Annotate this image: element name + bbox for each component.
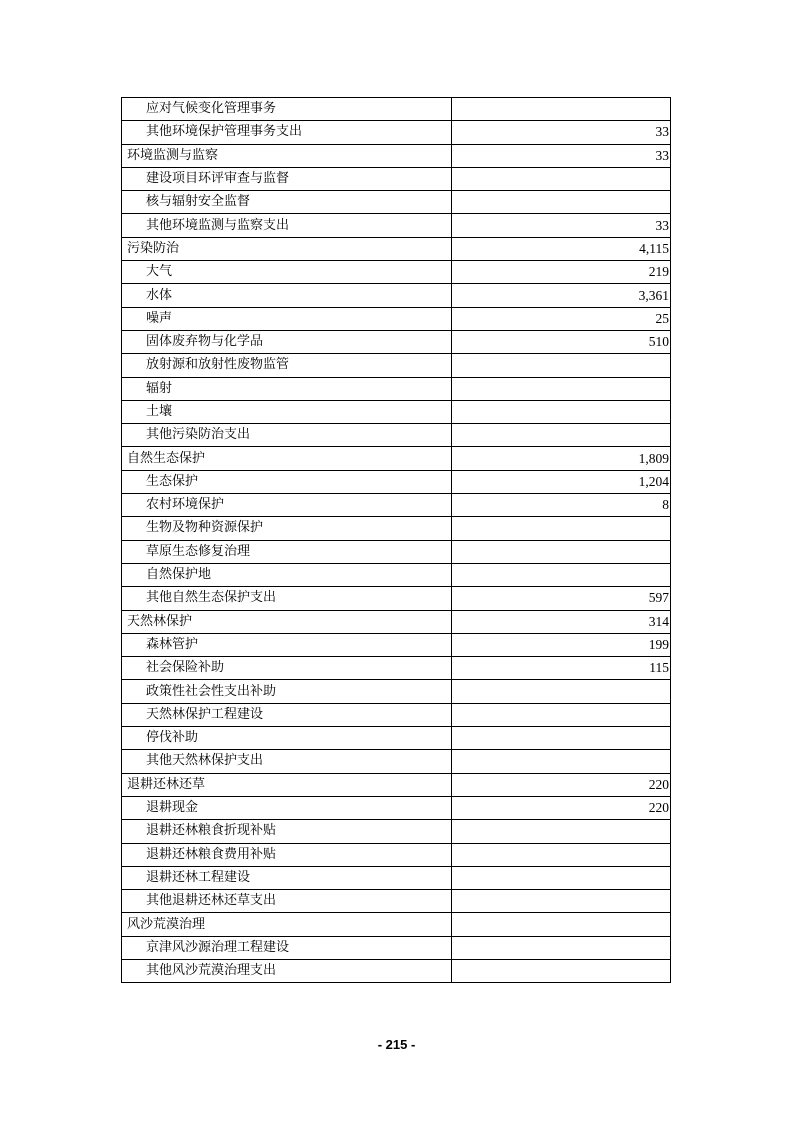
amount-cell: 33 [452, 214, 671, 237]
item-name-cell: 其他环境保护管理事务支出 [122, 121, 452, 144]
amount-cell: 33 [452, 121, 671, 144]
amount-cell: 199 [452, 633, 671, 656]
amount-cell [452, 377, 671, 400]
amount-cell [452, 680, 671, 703]
amount-cell [452, 843, 671, 866]
amount-cell [452, 890, 671, 913]
table-row [122, 587, 671, 610]
table-row [122, 517, 671, 540]
table-row [122, 377, 671, 400]
table-row [122, 680, 671, 703]
amount-cell: 25 [452, 307, 671, 330]
item-name-cell: 污染防治 [122, 237, 452, 260]
item-name-cell: 退耕还林工程建设 [122, 866, 452, 889]
item-name-cell: 辐射 [122, 377, 452, 400]
item-name-cell: 生态保护 [122, 470, 452, 493]
item-name-cell: 社会保险补助 [122, 657, 452, 680]
item-name-cell: 京津风沙源治理工程建设 [122, 936, 452, 959]
table-row [122, 470, 671, 493]
table-row [122, 610, 671, 633]
amount-cell: 597 [452, 587, 671, 610]
item-name-cell: 风沙荒漠治理 [122, 913, 452, 936]
item-name-cell: 建设项目环评审查与监督 [122, 167, 452, 190]
amount-cell [452, 913, 671, 936]
amount-cell [452, 563, 671, 586]
amount-cell: 8 [452, 494, 671, 517]
item-name-cell: 其他天然林保护支出 [122, 750, 452, 773]
table-row [122, 866, 671, 889]
table-row [122, 144, 671, 167]
item-name-cell: 其他自然生态保护支出 [122, 587, 452, 610]
amount-cell [452, 400, 671, 423]
item-name-cell: 其他风沙荒漠治理支出 [122, 959, 452, 982]
table-row [122, 284, 671, 307]
item-name-cell: 其他环境监测与监察支出 [122, 214, 452, 237]
table-row [122, 727, 671, 750]
item-name-cell: 退耕还林粮食费用补贴 [122, 843, 452, 866]
page-number: - 215 - [377, 1037, 416, 1052]
amount-cell: 510 [452, 330, 671, 353]
table-row [122, 773, 671, 796]
amount-cell [452, 727, 671, 750]
amount-cell [452, 866, 671, 889]
table-row [122, 237, 671, 260]
amount-cell [452, 167, 671, 190]
amount-cell: 219 [452, 261, 671, 284]
table-row [122, 890, 671, 913]
amount-cell [452, 936, 671, 959]
item-name-cell: 天然林保护工程建设 [122, 703, 452, 726]
table-row [122, 494, 671, 517]
amount-cell: 1,204 [452, 470, 671, 493]
item-name-cell: 退耕现金 [122, 796, 452, 819]
amount-cell: 314 [452, 610, 671, 633]
item-name-cell: 农村环境保护 [122, 494, 452, 517]
table-row [122, 959, 671, 982]
amount-cell: 220 [452, 773, 671, 796]
item-name-cell: 退耕还林粮食折现补贴 [122, 820, 452, 843]
item-name-cell: 生物及物种资源保护 [122, 517, 452, 540]
amount-cell: 1,809 [452, 447, 671, 470]
item-name-cell: 放射源和放射性废物监管 [122, 354, 452, 377]
table-row [122, 750, 671, 773]
amount-cell [452, 191, 671, 214]
item-name-cell: 水体 [122, 284, 452, 307]
table-row [122, 820, 671, 843]
table-row [122, 447, 671, 470]
amount-cell: 3,361 [452, 284, 671, 307]
amount-cell [452, 517, 671, 540]
amount-cell: 4,115 [452, 237, 671, 260]
table-row [122, 330, 671, 353]
table-row [122, 354, 671, 377]
amount-cell [452, 98, 671, 121]
item-name-cell: 停伐补助 [122, 727, 452, 750]
amount-cell [452, 959, 671, 982]
item-name-cell: 森林管护 [122, 633, 452, 656]
item-name-cell: 退耕还林还草 [122, 773, 452, 796]
amount-cell: 220 [452, 796, 671, 819]
item-name-cell: 天然林保护 [122, 610, 452, 633]
table-row [122, 191, 671, 214]
item-name-cell: 政策性社会性支出补助 [122, 680, 452, 703]
expenditure-table [121, 97, 671, 983]
table-row [122, 307, 671, 330]
table-row [122, 563, 671, 586]
item-name-cell: 应对气候变化管理事务 [122, 98, 452, 121]
table-row [122, 633, 671, 656]
table-row [122, 121, 671, 144]
amount-cell: 115 [452, 657, 671, 680]
table-row [122, 540, 671, 563]
amount-cell: 33 [452, 144, 671, 167]
amount-cell [452, 540, 671, 563]
amount-cell [452, 750, 671, 773]
table-row [122, 261, 671, 284]
item-name-cell: 环境监测与监察 [122, 144, 452, 167]
expenditure-table-body [122, 98, 671, 983]
table-row [122, 796, 671, 819]
table-row [122, 936, 671, 959]
item-name-cell: 土壤 [122, 400, 452, 423]
table-row [122, 167, 671, 190]
amount-cell [452, 703, 671, 726]
item-name-cell: 其他污染防治支出 [122, 424, 452, 447]
item-name-cell: 其他退耕还林还草支出 [122, 890, 452, 913]
item-name-cell: 核与辐射安全监督 [122, 191, 452, 214]
table-row [122, 703, 671, 726]
item-name-cell: 草原生态修复治理 [122, 540, 452, 563]
table-row [122, 98, 671, 121]
table-row [122, 214, 671, 237]
table-row [122, 843, 671, 866]
item-name-cell: 固体废弃物与化学品 [122, 330, 452, 353]
table-row [122, 400, 671, 423]
table-row [122, 424, 671, 447]
item-name-cell: 自然生态保护 [122, 447, 452, 470]
amount-cell [452, 354, 671, 377]
table-row [122, 913, 671, 936]
amount-cell [452, 424, 671, 447]
item-name-cell: 噪声 [122, 307, 452, 330]
table-row [122, 657, 671, 680]
item-name-cell: 大气 [122, 261, 452, 284]
item-name-cell: 自然保护地 [122, 563, 452, 586]
amount-cell [452, 820, 671, 843]
